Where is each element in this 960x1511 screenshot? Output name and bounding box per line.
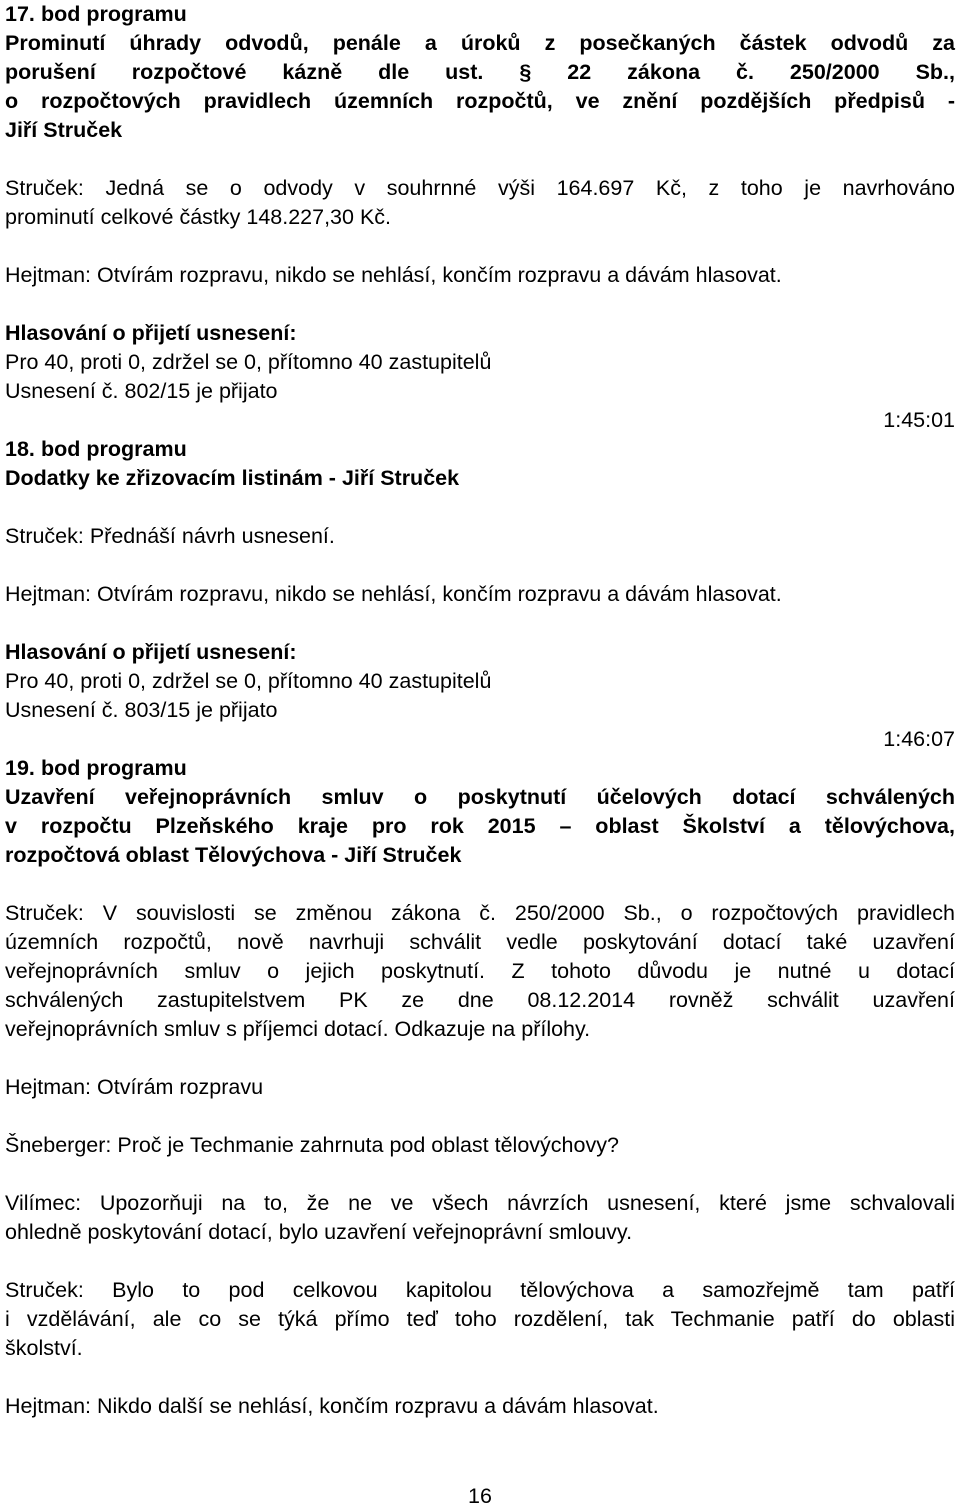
agenda-item-17-title-line-4: Jiří Struček (5, 118, 123, 142)
vote-heading-17: Hlasování o přijetí usnesení: (5, 321, 297, 345)
statement-hejtman-19-open: Hejtman: Otvírám rozpravu (5, 1075, 264, 1099)
statement-strucek-18: Struček: Přednáší návrh usnesení. (5, 524, 335, 548)
statement-strucek-19-line-5: veřejnoprávních smluv s příjemci dotací. Odkazuje na přílohy. (5, 1017, 591, 1041)
agenda-item-18-heading (5, 435, 955, 464)
statement-hejtman-18: Hejtman: Otvírám rozpravu, nikdo se nehlásí, končím rozpravu a dávám hlasovat. (5, 582, 782, 606)
agenda-item-17-heading (5, 0, 955, 29)
statement-strucek-19b-line-3: školství. (5, 1336, 83, 1360)
agenda-item-label: bod programu (41, 437, 187, 461)
page-number: 16 (468, 1484, 492, 1508)
agenda-item-number: 17. (5, 2, 35, 26)
vote-result-18: Pro 40, proti 0, zdržel se 0, přítomno 40 zastupitelů (5, 669, 492, 693)
statement-hejtman-17: Hejtman: Otvírám rozpravu, nikdo se nehlásí, končím rozpravu a dávám hlasovat. (5, 263, 782, 287)
vote-result-17: Pro 40, proti 0, zdržel se 0, přítomno 40 zastupitelů (5, 350, 492, 374)
timestamp-18: 1:46:07 (883, 727, 955, 751)
statement-strucek-19-line-2: územních rozpočtů, nově navrhuji schválit vedle poskytování dotací také uzavření (5, 930, 955, 954)
agenda-item-label: bod programu (41, 2, 187, 26)
timestamp-17: 1:45:01 (883, 408, 955, 432)
agenda-item-18-title: Dodatky ke zřizovacím listinám - Jiří Struček (5, 466, 460, 490)
agenda-item-19-heading (5, 754, 955, 783)
document-page (5, 0, 955, 1421)
agenda-item-label: bod programu (41, 756, 187, 780)
agenda-item-number: 18. (5, 437, 35, 461)
resolution-18: Usnesení č. 803/15 je přijato (5, 698, 278, 722)
resolution-17: Usnesení č. 802/15 je přijato (5, 379, 278, 403)
statement-strucek-19-line-3: veřejnoprávních smluv o jejich poskytnutí. Z tohoto důvodu je nutné u dotací (5, 959, 955, 983)
statement-strucek-17-line-2: prominutí celkové částky 148.227,30 Kč. (5, 205, 392, 229)
statement-sneberger-19: Šneberger: Proč je Techmanie zahrnuta pod oblast tělovýchovy? (5, 1133, 619, 1157)
statement-vilimec-19-line-1: Vilímec: Upozorňuji na to, že ne ve všech návrzích usnesení, které jsme schvalovali (5, 1191, 955, 1215)
agenda-item-17-title-line-2: porušení rozpočtové kázně dle ust. § 22 zákona č. 250/2000 Sb., (5, 60, 955, 84)
statement-strucek-19-line-1: Struček: V souvislosti se změnou zákona č. 250/2000 Sb., o rozpočtových pravidlech (5, 901, 955, 925)
agenda-item-17-title-line-3: o rozpočtových pravidlech územních rozpočtů, ve znění pozdějších předpisů - (5, 89, 955, 113)
agenda-item-number: 19. (5, 756, 35, 780)
agenda-item-17-title-line-1: Prominutí úhrady odvodů, penále a úroků z posečkaných částek odvodů za (5, 31, 955, 55)
agenda-item-19-title-line-2: v rozpočtu Plzeňského kraje pro rok 2015 – oblast Školství a tělovýchova, (5, 814, 955, 838)
statement-strucek-19-line-4: schválených zastupitelstvem PK ze dne 08.12.2014 rovněž schválit uzavření (5, 988, 955, 1012)
agenda-item-19-title-line-1: Uzavření veřejnoprávních smluv o poskytnutí účelových dotací schválených (5, 785, 955, 809)
vote-heading-18: Hlasování o přijetí usnesení: (5, 640, 297, 664)
statement-strucek-19b-line-1: Struček: Bylo to pod celkovou kapitolou tělovýchova a samozřejmě tam patří (5, 1278, 955, 1302)
statement-hejtman-19-close: Hejtman: Nikdo další se nehlásí, končím rozpravu a dávám hlasovat. (5, 1394, 659, 1418)
statement-strucek-19b-line-2: i vzdělávání, ale co se týká přímo teď toho rozdělení, tak Techmanie patří do oblasti (5, 1307, 955, 1331)
statement-vilimec-19-line-2: ohledně poskytování dotací, bylo uzavření veřejnoprávní smlouvy. (5, 1220, 633, 1244)
statement-strucek-17-line-1: Struček: Jedná se o odvody v souhrnné výši 164.697 Kč, z toho je navrhováno (5, 176, 955, 200)
agenda-item-19-title-line-3: rozpočtová oblast Tělovýchova - Jiří Struček (5, 843, 462, 867)
